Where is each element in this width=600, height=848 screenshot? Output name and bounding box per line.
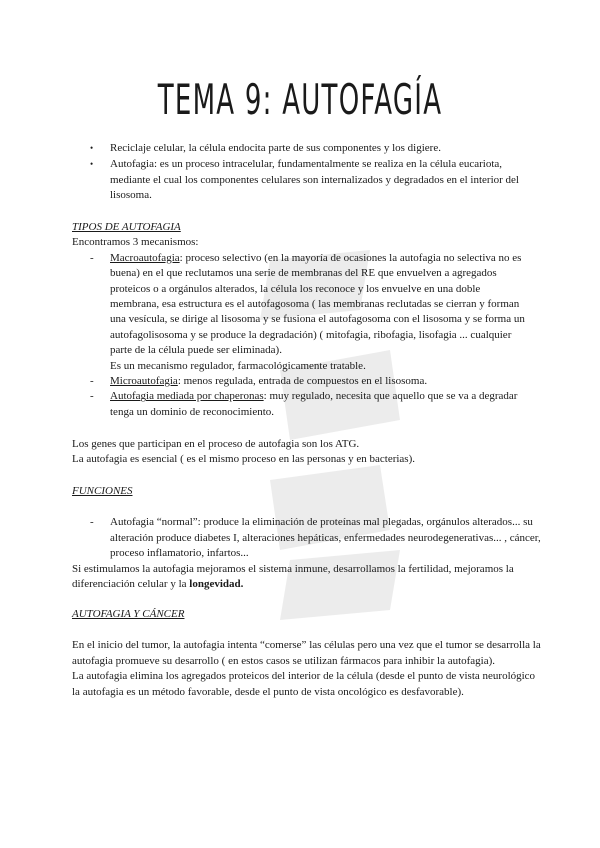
section-cancer [72,607,542,700]
funciones-paragraph-text: Si estimulamos la autofagia mejoramos el sistema inmune, desarrollamos la fertilidad, mejoramos la diferenciación celular y la [72,562,514,591]
term-description: : proceso selectivo (en la mayoría de ocasiones la autofagia no selectiva no es buena) en el que reclutamos una serie de membranas del RE que envuelven a agregados proteicos o a orgánulos alterados, la célula los reconoce y los envuelve en una doble membrana, esa estructura es el autofagosoma ( las membranas reclutadas se cierran y forman una vesícula, se dirige al lisosoma y se fusiona el autofagosoma con el lisosoma y se forma un autofagolisosoma y se produce la degradación) ( mitofagia, ribofagia, lisofagia ... cualquier parte de la célula puede ser eliminada). [110,251,525,357]
list-item [90,141,530,156]
section-atg [72,437,532,468]
atg-line-1: Los genes que participan en el proceso de autofagia son los ATG. [72,438,360,450]
term-description: : menos regulada, entrada de compuestos en el lisosoma. [177,375,428,388]
tipos-list [72,251,532,420]
section-heading-funciones: FUNCIONES [72,485,133,497]
list-item [72,374,532,389]
cancer-paragraph-1: En el inicio del tumor, la autofagia intenta “comerse” las células pero una vez que el tumor se desarrolla la autofagia promueve su desarrollo ( en estos casos se utilizan fármacos para inhibir la autofagia). [72,639,541,667]
intro-bullet-list [90,141,530,205]
funciones-item-text: Autofagia “normal”: produce la eliminación de proteínas mal plegadas, orgánulos alterados... su alteración produce diabetes I, alteraciones hepáticas, enfermedades neurodegenerativas... , cáncer, proceso inflamatorio, infartos... [110,516,541,560]
section-heading-tipos: TIPOS DE AUTOFAGIA [72,221,181,233]
bullet-icon: • [90,143,94,153]
term-description: : muy regulado, necesita que aquello que se va a degradar tenga un dominio de reconocimiento. [110,390,518,418]
bullet-icon: • [90,159,94,170]
cancer-paragraph-2: La autofagia elimina los agregados proteicos del interior de la célula (desde el punto de vista neurológico la autofagia es un método favorable, desde el punto de vista oncológico es desfavorable). [72,670,536,698]
page-title: TEMA 9: AUTOFAGÍA [157,75,443,124]
dash-icon: - [90,375,94,388]
list-item [72,251,532,374]
dash-icon: - [90,390,94,403]
term-chaperonas: Autofagia mediada por chaperonas [110,390,264,403]
term-macroautofagia: Macroautofagia [110,251,180,264]
list-item [72,515,542,561]
longevidad-emphasis: longevidad. [189,578,244,591]
term-extra: Es un mecanismo regulador, farmacológicamente tratable. [110,359,366,372]
section-tipos [72,220,532,420]
list-item [72,389,532,420]
bullet-text: Reciclaje celular, la célula endocita parte de sus componentes y los digiere. [110,142,441,154]
term-microautofagia: Microautofagia [110,375,178,388]
dash-icon: - [90,516,94,529]
section-funciones [72,484,542,592]
section-heading-cancer: AUTOFAGIA Y CÁNCER [72,608,185,620]
bullet-text: Autofagia: es un proceso intracelular, fundamentalmente se realiza en la célula eucariota, mediante el cual los componentes celulares son internalizados y degradados en el interior del lisosoma. [110,158,519,202]
list-item [90,157,530,203]
atg-line-2: La autofagia es esencial ( es el mismo proceso en las personas y en bacterias). [72,453,416,466]
dash-icon: - [90,251,94,264]
tipos-intro: Encontramos 3 mecanismos: [72,236,199,249]
funciones-paragraph [72,562,542,593]
